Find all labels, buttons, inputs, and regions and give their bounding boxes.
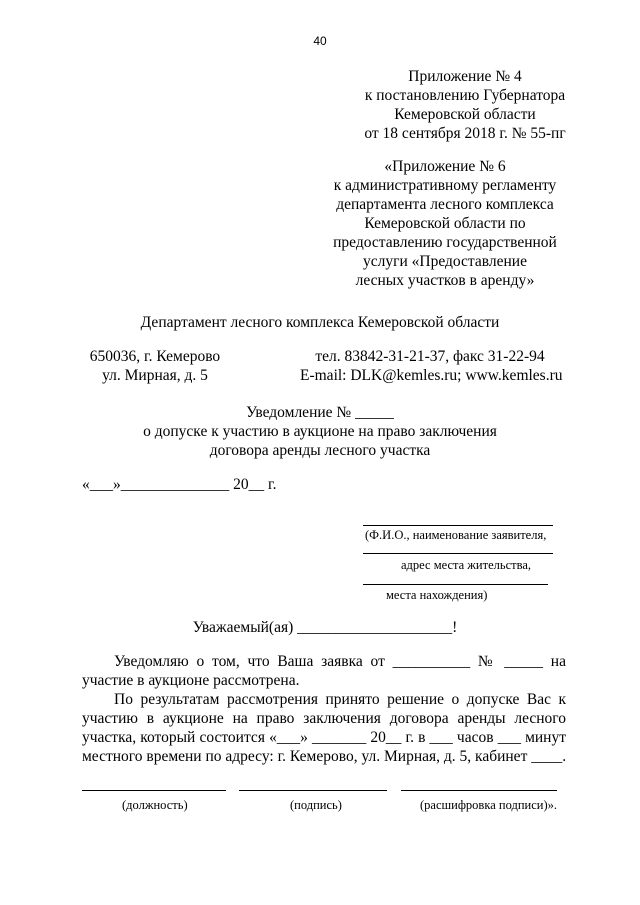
- signature-line: [239, 790, 387, 791]
- body-paragraph-1-line1: Уведомляю о том, что Ваша заявка от __________ № _____ на: [114, 653, 566, 670]
- address-line1: 650036, г. Кемерово: [89, 348, 221, 365]
- body-paragraph-2-line3: участка, который состоится «___» _______ 20__ г. в ___ часов ___ минут: [82, 729, 566, 746]
- position-line: [82, 790, 226, 791]
- notice-subtitle-line2: договора аренды лесного участка: [209, 442, 431, 459]
- date-line: «___»______________ 20__ г.: [82, 476, 277, 493]
- greeting: Уважаемый(ая) ____________________!: [192, 619, 458, 636]
- appendix-4-line3: Кемеровской области: [394, 106, 536, 123]
- body-paragraph-2-line4: местного времени по адресу: г. Кемерово, ул. Мирная, д. 5, кабинет ____.: [82, 748, 567, 765]
- appendix-4-line1: Приложение № 4: [408, 68, 522, 85]
- department-name: Департамент лесного комплекса Кемеровской области: [140, 314, 500, 331]
- appendix-6-line: предоставлению государственной: [333, 234, 557, 251]
- appendix-4-line2: к постановлению Губернатора: [364, 87, 566, 104]
- appendix-4-line4: от 18 сентября 2018 г. № 55-пг: [364, 125, 566, 142]
- applicant-caption-2: адрес места жительства,: [401, 558, 531, 572]
- body-paragraph-2-line1: По результатам рассмотрения принято решение о допуске Вас к: [114, 691, 566, 708]
- appendix-6-line: департамента лесного комплекса: [336, 196, 554, 213]
- email-web: E-mail: DLK@kemles.ru; www.kemles.ru: [300, 367, 563, 384]
- appendix-6-line: к административному регламенту: [333, 177, 557, 194]
- address-line2: ул. Мирная, д. 5: [102, 367, 208, 384]
- decoding-caption: (расшифровка подписи)».: [420, 798, 557, 812]
- body-paragraph-2-line2: участию в аукционе на право заключения договора аренды лесного: [82, 710, 566, 727]
- position-caption: (должность): [122, 798, 188, 812]
- appendix-6-line: «Приложение № 6: [384, 158, 506, 175]
- appendix-6-line: лесных участков в аренду»: [355, 272, 535, 289]
- phone-fax: тел. 83842-31-21-37, факс 31-22-94: [315, 348, 545, 365]
- applicant-caption-1: (Ф.И.О., наименование заявителя,: [365, 528, 547, 542]
- applicant-location-line: [363, 584, 548, 585]
- applicant-address-line: [363, 553, 553, 554]
- signature-caption: (подпись): [290, 798, 342, 812]
- appendix-6-line: услуги «Предоставление: [363, 253, 527, 270]
- applicant-caption-3: места нахождения): [386, 588, 488, 602]
- decoding-line: [401, 790, 557, 791]
- body-paragraph-1-line2: участие в аукционе рассмотрена.: [82, 672, 300, 689]
- page-number: 40: [313, 34, 327, 48]
- notice-subtitle-line1: о допуске к участию в аукционе на право заключения: [143, 423, 497, 440]
- notice-title: Уведомление № _____: [246, 404, 394, 421]
- appendix-6-line: Кемеровской области по: [364, 215, 526, 232]
